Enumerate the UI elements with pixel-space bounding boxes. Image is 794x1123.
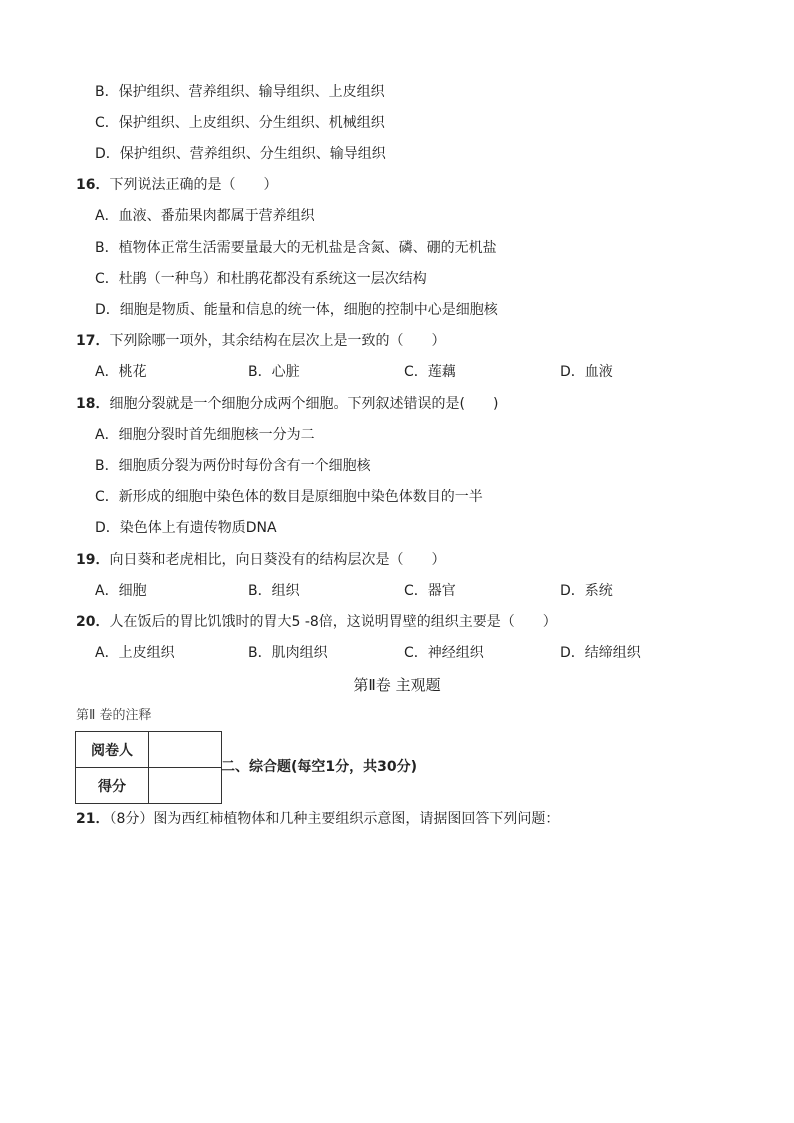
q20-option-d: D．结缔组织 (560, 645, 641, 661)
q18-text: 细胞分裂就是一个细胞分成两个细胞。下列叙述错误的是( ) (109, 396, 499, 412)
q18-option-c: C．新形成的细胞中染色体的数目是原细胞中染色体数目的一半 (95, 489, 483, 505)
q18-number: 18． (76, 396, 110, 412)
q16-option-d: D．细胞是物质、能量和信息的统一体，细胞的控制中心是细胞核 (95, 302, 498, 318)
q17-text: 下列除哪一项外，其余结构在层次上是一致的（ ） (109, 333, 446, 349)
q19-text: 向日葵和老虎相比，向日葵没有的结构层次是（ ） (109, 552, 446, 568)
q17-number: 17． (76, 333, 110, 349)
q19-option-c: C．器官 (404, 583, 456, 599)
section-heading: 二、综合题(每空1分，共30分) (221, 759, 418, 775)
q19-option-a: A．细胞 (95, 583, 147, 599)
q21-text: （8分）图为西红柿植物体和几种主要组织示意图，请据图回答下列问题： (109, 811, 560, 827)
q16-stem (76, 175, 277, 195)
q17-option-d: D．血液 (560, 364, 613, 380)
q19-option-d: D．系统 (560, 583, 613, 599)
q16-option-b: B．植物体正常生活需要量最大的无机盐是含氮、磷、硼的无机盐 (95, 240, 497, 256)
q20-option-a: A．上皮组织 (95, 645, 175, 661)
q20-number: 20． (76, 614, 110, 630)
q20-text: 人在饭后的胃比饥饿时的胃大5 -8倍，这说明胃壁的组织主要是（ ） (109, 614, 557, 630)
q20-option-c: C．神经组织 (404, 645, 484, 661)
score-field[interactable] (149, 768, 222, 804)
score-table-row (76, 732, 222, 768)
q17-option-b: B．心脏 (248, 364, 300, 380)
q18-option-a: A．细胞分裂时首先细胞核一分为二 (95, 427, 315, 443)
q16-text: 下列说法正确的是（ ） (109, 177, 278, 193)
score-table-row (76, 768, 222, 804)
q15-option-c: C．保护组织、上皮组织、分生组织、机械组织 (95, 115, 385, 131)
q17-option-c: C．莲藕 (404, 364, 456, 380)
q15-option-b: B．保护组织、营养组织、输导组织、上皮组织 (95, 84, 385, 100)
part2-note: 第Ⅱ 卷的注释 (76, 708, 152, 723)
q16-option-a: A．血液、番茄果肉都属于营养组织 (95, 208, 315, 224)
q17-stem (76, 331, 445, 351)
part2-title: 第Ⅱ卷 主观题 (353, 676, 441, 694)
q16-number: 16． (76, 177, 110, 193)
q21-number: 21． (76, 811, 110, 827)
reviewer-field[interactable] (149, 732, 222, 768)
reviewer-label: 阅卷人 (76, 732, 149, 768)
score-table (75, 731, 222, 804)
q20-stem (76, 612, 557, 632)
q17-option-a: A．桃花 (95, 364, 147, 380)
score-label: 得分 (76, 768, 149, 804)
q19-number: 19． (76, 552, 110, 568)
q18-stem (76, 394, 498, 414)
q19-option-b: B．组织 (248, 583, 300, 599)
q20-option-b: B．肌肉组织 (248, 645, 328, 661)
q19-stem (76, 550, 445, 570)
q18-option-d: D．染色体上有遗传物质DNA (95, 520, 277, 536)
q16-option-c: C．杜鹃（一种鸟）和杜鹃花都没有系统这一层次结构 (95, 271, 427, 287)
q21-stem (76, 809, 559, 829)
q15-option-d: D．保护组织、营养组织、分生组织、输导组织 (95, 146, 386, 162)
q18-option-b: B．细胞质分裂为两份时每份含有一个细胞核 (95, 458, 371, 474)
